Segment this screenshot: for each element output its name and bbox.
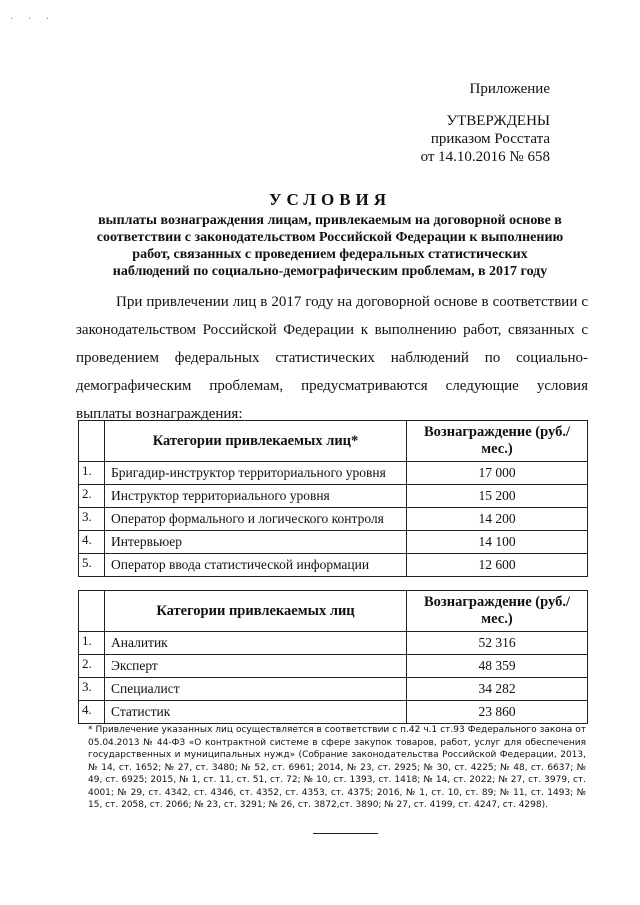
- table-header-row: [79, 421, 588, 462]
- attachment-label: Приложение: [469, 81, 550, 97]
- number-header: [79, 421, 105, 462]
- row-pay: 34 282: [407, 678, 588, 701]
- document-subtitle: [70, 212, 590, 280]
- approved-label: УТВЕРЖДЕНЫ: [446, 113, 550, 129]
- approval-header: [350, 80, 550, 166]
- table-row: [79, 554, 588, 577]
- table-row: [79, 462, 588, 485]
- table-row: [79, 678, 588, 701]
- row-pay: 14 200: [407, 508, 588, 531]
- table-row: [79, 701, 588, 724]
- table-row: [79, 508, 588, 531]
- footnote: * Привлечение указанных лиц осуществляется в соответствии с п.42 ч.1 ст.93 Федерального закона от 05.04.2013 № 44-ФЗ «О контрактной системе в сфере закупок товаров, работ, услуг для обеспечения государственных и муниципальных нужд» (Собрание законодательства Российской Федерации, 2013, № 14, ст. 1652; № 27, ст. 3480; № 52, ст. 6961; 2014, № 23, ст. 2925; № 30, ст. 4225; № 48, ст. 6637; № 49, ст. 6925; 2015, № 1, ст. 11, ст. 51, ст. 72; № 10, ст. 1393, ст. 1418; № 14, ст. 2022; № 27, ст. 3979, ст. 4001; № 29, ст. 4342, ст. 4346, ст. 4352, ст. 4353, ст. 4375; 2016, № 1, ст. 10, ст. 89; № 11, ст. 1493; № 15, ст. 2058, ст. 2066; № 23, ст. 3291; № 26, ст. 3872,ст. 3890; № 27, ст. 4199, ст. 4247, ст. 4298).: [88, 725, 586, 810]
- row-pay: 15 200: [407, 485, 588, 508]
- subtitle-line: выплаты вознаграждения лицам, привлекаемым на договорной основе в: [98, 213, 562, 228]
- document-title: УСЛОВИЯ: [268, 190, 392, 209]
- intro-text: При привлечении лиц в 2017 году на договорной основе в соответствии с законодательством Российской Федерации к выполнению работ, связанных с проведением федеральных статистических наблюдений по социально-демографическим проблемам, предусматриваются следующие условия выплаты вознаграждения:: [76, 294, 588, 422]
- row-number: 3.: [79, 508, 105, 531]
- payment-table-2: [78, 590, 588, 724]
- payment-table-1: [78, 420, 588, 577]
- row-number: 2.: [79, 485, 105, 508]
- subtitle-line: работ, связанных с проведением федеральных статистических: [132, 247, 528, 262]
- table-header-row: [79, 591, 588, 632]
- row-category: Бригадир-инструктор территориального уровня: [105, 462, 407, 485]
- category-header: Категории привлекаемых лиц*: [105, 421, 407, 462]
- row-pay: 23 860: [407, 701, 588, 724]
- row-category: Эксперт: [105, 655, 407, 678]
- row-pay: 17 000: [407, 462, 588, 485]
- order-date: от 14.10.2016 № 658: [420, 149, 550, 165]
- table-row: [79, 632, 588, 655]
- row-category: Аналитик: [105, 632, 407, 655]
- bottom-divider: [313, 833, 378, 834]
- row-pay: 48 359: [407, 655, 588, 678]
- row-category: Статистик: [105, 701, 407, 724]
- row-category: Оператор формального и логического контроля: [105, 508, 407, 531]
- row-number: 3.: [79, 678, 105, 701]
- pay-header: Вознаграждение (руб./мес.): [407, 421, 588, 462]
- table-row: [79, 485, 588, 508]
- row-pay: 12 600: [407, 554, 588, 577]
- table-row: [79, 655, 588, 678]
- row-number: 1.: [79, 632, 105, 655]
- subtitle-line: соответствии с законодательством Российской Федерации к выполнению: [96, 230, 564, 245]
- category-header: Категории привлекаемых лиц: [105, 591, 407, 632]
- scan-artifact-dots: · · ·: [10, 14, 55, 25]
- row-number: 4.: [79, 701, 105, 724]
- row-category: Специалист: [105, 678, 407, 701]
- intro-paragraph: [76, 288, 588, 428]
- title-block: [70, 190, 590, 280]
- row-category: Интервьюер: [105, 531, 407, 554]
- subtitle-line: наблюдений по социально-демографическим проблемам, в 2017 году: [112, 264, 548, 279]
- row-number: 4.: [79, 531, 105, 554]
- row-number: 1.: [79, 462, 105, 485]
- row-category: Инструктор территориального уровня: [105, 485, 407, 508]
- row-category: Оператор ввода статистической информации: [105, 554, 407, 577]
- row-number: 5.: [79, 554, 105, 577]
- row-pay: 14 100: [407, 531, 588, 554]
- pay-header: Вознаграждение (руб./мес.): [407, 591, 588, 632]
- row-number: 2.: [79, 655, 105, 678]
- table-row: [79, 531, 588, 554]
- order-label: приказом Росстата: [430, 131, 550, 147]
- number-header: [79, 591, 105, 632]
- row-pay: 52 316: [407, 632, 588, 655]
